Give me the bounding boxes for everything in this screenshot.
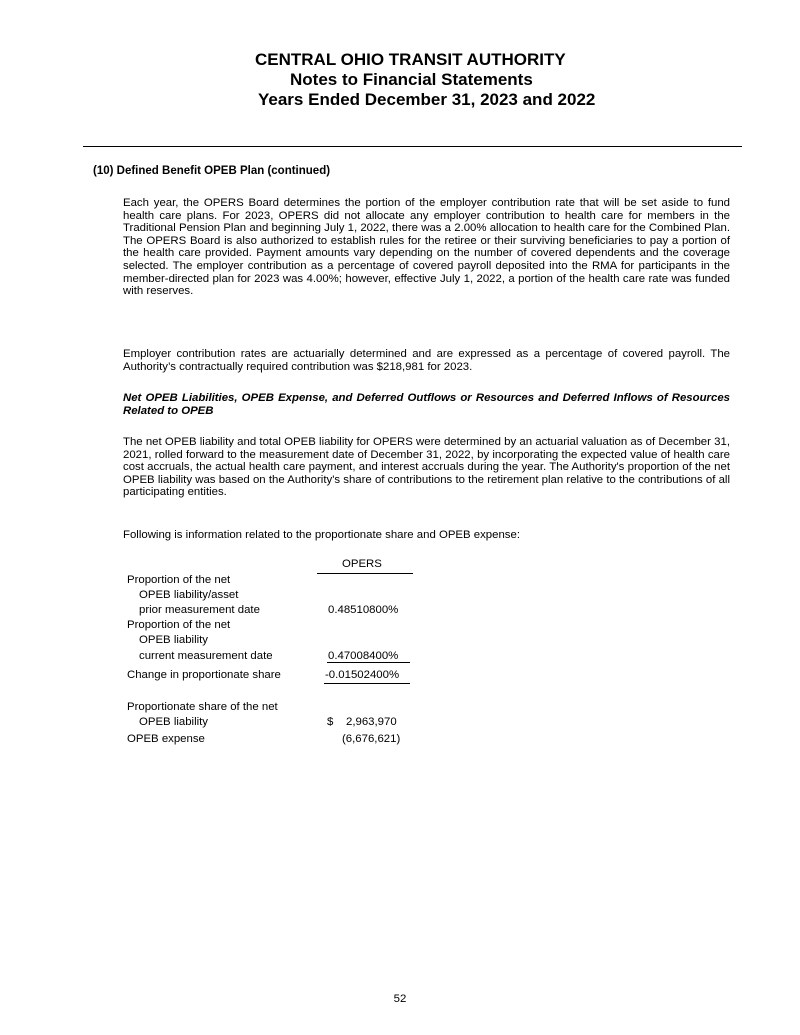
column-header-opers: OPERS <box>342 558 382 570</box>
row-currency-symbol: $ <box>327 716 334 728</box>
value-underline <box>324 683 410 684</box>
value-underline <box>327 662 410 663</box>
row-label-line: Proportion of the net <box>127 574 231 586</box>
row-label-line: Proportionate share of the net <box>127 701 278 713</box>
row-label-line: current measurement date <box>139 650 273 662</box>
row-value: -0.01502400% <box>325 669 400 681</box>
column-header-rule <box>317 573 413 574</box>
header-document-title: Notes to Financial Statements <box>290 70 533 89</box>
page-number: 52 <box>393 993 407 1005</box>
row-label-line: prior measurement date <box>139 604 260 616</box>
row-label-line: OPEB expense <box>127 733 205 745</box>
section-title: (10) Defined Benefit OPEB Plan (continued) <box>93 165 331 177</box>
row-label-line: Change in proportionate share <box>127 669 281 681</box>
paragraph-table-intro: Following is information related to the proportionate share and OPEB expense: <box>123 529 521 541</box>
row-label-line: OPEB liability <box>139 716 209 728</box>
row-label-line: OPEB liability/asset <box>139 589 239 601</box>
row-value: 2,963,970 <box>346 716 397 728</box>
header-divider <box>83 146 742 147</box>
row-value: 0.48510800% <box>328 604 399 616</box>
row-label-line: OPEB liability <box>139 634 209 646</box>
header-period: Years Ended December 31, 2023 and 2022 <box>258 90 596 109</box>
subheading-net-opeb: Net OPEB Liabilities, OPEB Expense, and Deferred Outflows or Resources and Deferred Inflows of Resources Related to OPEB <box>123 392 730 417</box>
paragraph-opers-allocation: Each year, the OPERS Board determines the portion of the employer contribution rate that will be set aside to fund health care plans. For 2023, OPERS did not allocate any employer contribution to health care for members in the Traditional Pension Plan and beginning July 1, 2022, there was a 2.00% allocation to health care for the Combined Plan. The OPERS Board is also authorized to establish rules for the retiree or their surviving beneficiaries to pay a portion of the health care provided. Payment amounts vary depending on the number of covered dependents and the coverage selected. The employer contribution as a percentage of covered payroll deposited into the RMA for participants in the member-directed plan for 2023 was 4.00%; however, effective July 1, 2022, a portion of the health care rate was funded with reserves. <box>123 197 730 298</box>
row-label-line: Proportion of the net <box>127 619 231 631</box>
paragraph-actuarial-valuation: The net OPEB liability and total OPEB liability for OPERS were determined by an actuarial valuation as of December 31, 2021, rolled forward to the measurement date of December 31, 2022, by incorporating the expected value of health care cost accruals, the actual health care payment, and interest accruals during the year. The Authority's proportion of the net OPEB liability was based on the Authority's share of contributions to the retirement plan relative to the contributions of all participating entities. <box>123 436 730 499</box>
header-organization: CENTRAL OHIO TRANSIT AUTHORITY <box>255 50 566 69</box>
paragraph-contribution-rates: Employer contribution rates are actuarially determined and are expressed as a percentage of covered payroll. The Authority’s contractually required contribution was $218,981 for 2023. <box>123 348 730 373</box>
row-value: 0.47008400% <box>328 650 399 662</box>
row-value: (6,676,621) <box>342 733 401 745</box>
